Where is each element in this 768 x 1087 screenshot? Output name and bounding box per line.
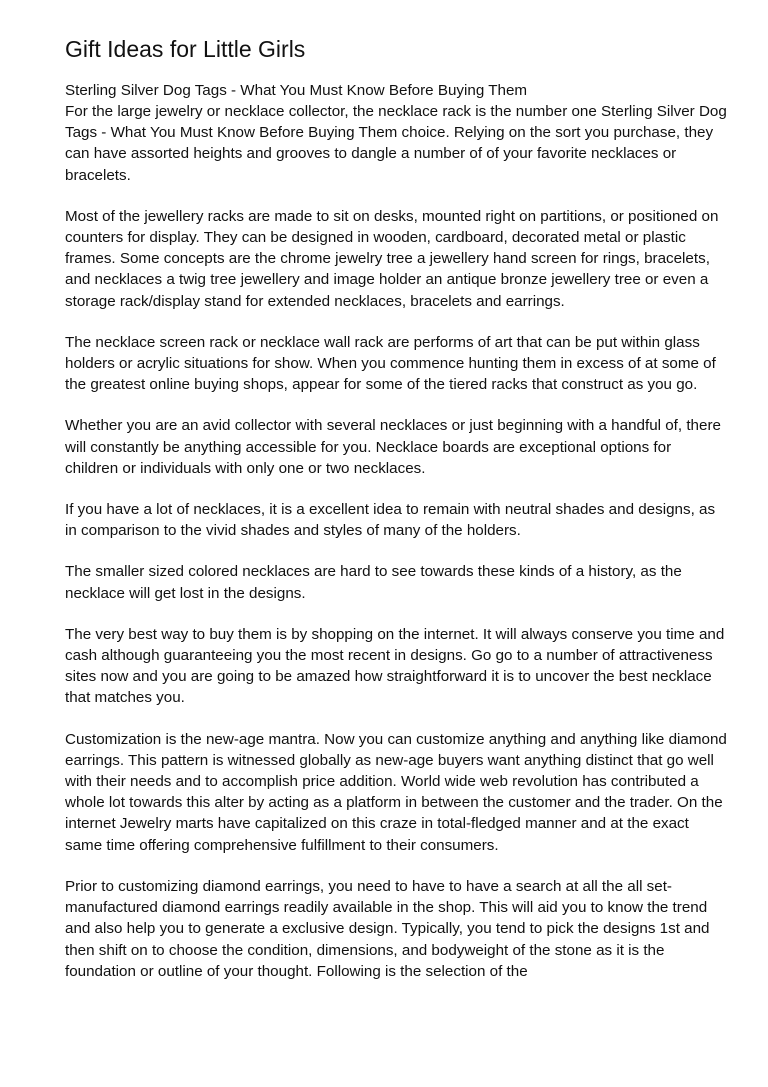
paragraph-5: If you have a lot of necklaces, it is a excellent idea to remain with neutral shades and designs, as in comparison to the vivid shades and styles of many of the holders.	[65, 501, 716, 540]
paragraph-3: The necklace screen rack or necklace wall rack are performs of art that can be put within glass holders or acrylic situations for show. When you commence hunting them in excess of at some of the greatest online buying shops, appear for some of the tiered racks that construct as you go.	[65, 333, 716, 394]
paragraph-2: Most of the jewellery racks are made to sit on desks, mounted right on partitions, or positioned on counters for display. They can be designed in wooden, cardboard, decorated metal or plastic frames. Some concepts are the chrome jewelry tree a jewellery hand screen for rings, bracelets, and necklaces a twig tree jewellery and image holder an antique bronze jewellery tree or even a storage rack/display stand for extended necklaces, bracelets and earrings.	[65, 207, 719, 310]
document-title: Gift Ideas for Little Girls	[65, 36, 306, 62]
paragraph-9: Prior to customizing diamond earrings, you need to have to have a search at all the all set-manufactured diamond earrings readily available in the shop. This will aid you to know the trend and also help you to generate a exclusive design. Typically, you tend to pick the designs 1st and then shift on to choose the condition, dimensions, and bodyweight of the stone as it is the foundation or outline of your thought. Following is the selection of the	[65, 877, 710, 980]
paragraph-8: Customization is the new-age mantra. Now you can customize anything and anything like diamond earrings. This pattern is witnessed globally as new-age buyers want anything distinct that go well with their needs and to accomplish price addition. World wide web revolution has contributed a whole lot towards this alter by acting as a platform in between the customer and the trader. On the internet Jewelry marts have capitalized on this craze in total-fledged manner and at the exact same time offering comprehensive fulfillment to their consumers.	[65, 730, 727, 854]
paragraph-1: For the large jewelry or necklace collector, the necklace rack is the number one Sterling Silver Dog Tags - What You Must Know Before Buying Them choice. Relying on the sort you purchase, they can have assorted heights and grooves to dangle a number of of your favorite necklaces or bracelets.	[65, 103, 727, 184]
paragraph-4: Whether you are an avid collector with several necklaces or just beginning with a handful of, there will constantly be anything accessible for you. Necklace boards are exceptional options for children or individuals with only one or two necklaces.	[65, 417, 721, 477]
paragraph-6: The smaller sized colored necklaces are hard to see towards these kinds of a history, as the necklace will get lost in the designs.	[65, 563, 682, 602]
paragraph-7: The very best way to buy them is by shopping on the internet. It will always conserve you time and cash although guaranteeing you the most recent in designs. Go go to a number of attractiveness sites now and you are going to be amazed how straightforward it is to uncover the best necklace that matches you.	[65, 625, 725, 707]
document-subtitle: Sterling Silver Dog Tags - What You Must Know Before Buying Them	[65, 82, 528, 99]
